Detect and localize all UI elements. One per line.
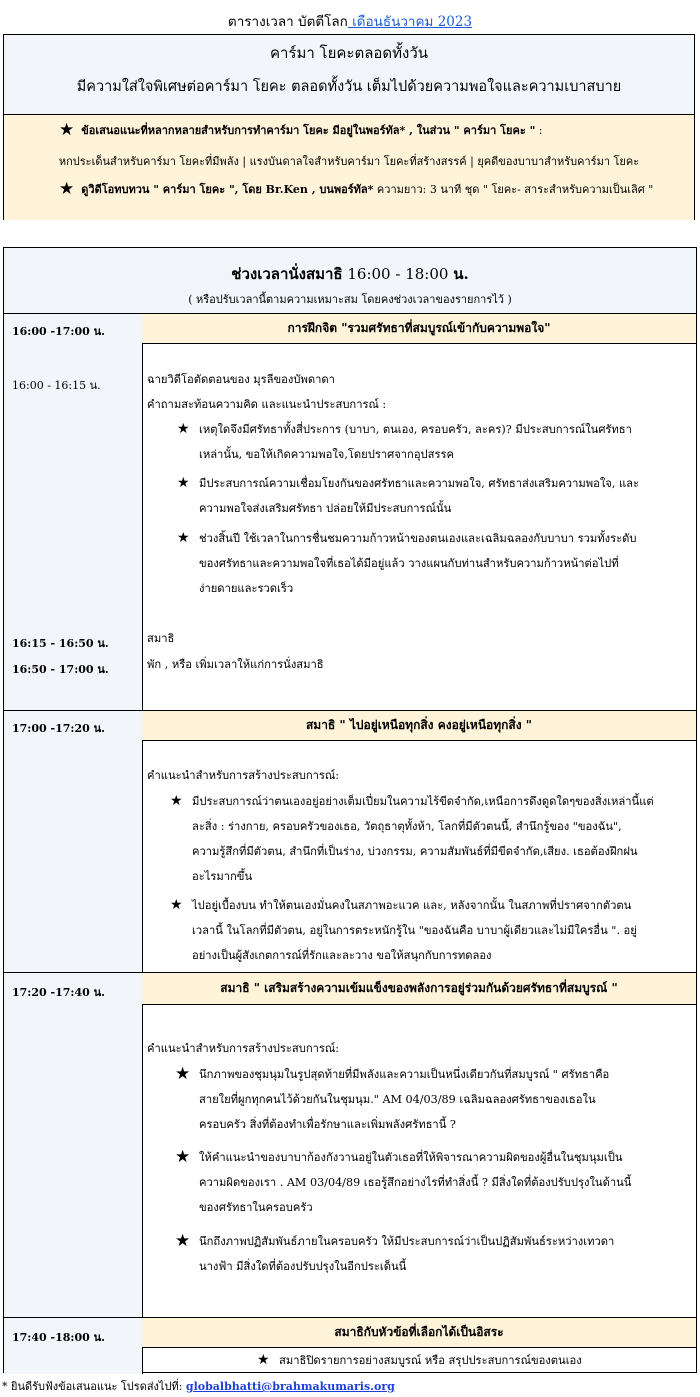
- intro-suggestions: [4, 115, 694, 220]
- block-2-time-column: [4, 711, 143, 973]
- block-4-time: 17:40 -18:00 น.: [12, 1331, 105, 1344]
- bullet-line: สายใยที่ผูกทุกคนไว้ด้วยกันในชุมนุม." AM 04/03/89 เฉลิมฉลองศรัทธาของเธอใน: [199, 1093, 596, 1106]
- suggestion-line-1-tail: :: [535, 124, 543, 137]
- block-1-line-2: คำถามสะท้อนความคิด และแนะนำประสบการณ์ :: [147, 398, 387, 411]
- intro-box: [3, 34, 695, 220]
- star-icon: ★: [177, 421, 190, 437]
- block-4-bullet: [257, 1348, 582, 1373]
- suggestion-line-3-tail: ความยาว: 3 นาที ชุด " โยคะ- สาระสำหรับความเป็นเลิศ ": [373, 183, 654, 196]
- bullet-line: ช่วงสิ้นปี ใช้เวลาในการชื่นชมความก้าวหน้าของตนเองและเฉลิมฉลองกับบาบา รวมทั้งระดับ: [199, 532, 637, 545]
- suggestion-line-3-bold: ดูวิดีโอทบทวน " คาร์มา โยคะ ", โดย Br.Ken , บนพอร์ทัล*: [81, 183, 374, 196]
- block-1-time: 16:00 -17:00 น.: [12, 325, 105, 338]
- bullet-line: ละสิ่ง : ร่างกาย, ครอบครัวของเธอ, วัตถุธาตุทั้งห้า, โลกที่มีตัวตนนี้, สำนึกรู้ของ "ของฉัน",: [192, 820, 622, 833]
- intro-title: คาร์มา โยคะตลอดทั้งวัน: [269, 44, 429, 62]
- star-icon: ★: [175, 1231, 191, 1251]
- suggestion-line-3: [59, 178, 653, 198]
- suggestion-line-1-bold: ข้อเสนอแนะที่หลากหลายสำหรับการทำคาร์มา โยคะ มีอยู่ในพอร์ทัล* , ในส่วน " คาร์มา โยคะ ": [81, 124, 536, 137]
- session-header: [4, 248, 696, 313]
- star-icon: ★: [177, 475, 190, 491]
- block-3-bullet-3: [175, 1229, 615, 1279]
- star-icon: ★: [59, 120, 75, 140]
- block-4-time-column: [4, 1318, 143, 1374]
- block-2: [4, 710, 696, 973]
- session-note: ( หรือปรับเวลานี้ตามความเหมาะสม โดยคงช่วงเวลาของรายการไว้ ): [188, 293, 512, 306]
- block-1-rest: พัก , หรือ เพิ่มเวลาให้แก่การนั่งสมาธิ: [147, 658, 324, 671]
- star-icon: ★: [170, 793, 183, 809]
- bullet-line: นางฟ้า มีสิ่งใดที่ต้องปรับปรุงในอีกประเด็นนี้: [199, 1260, 407, 1273]
- block-1: [4, 313, 696, 711]
- block-2-intro: คำแนะนำสำหรับการสร้างประสบการณ์:: [147, 769, 340, 782]
- block-2-bullet-1: [170, 789, 654, 889]
- bullet-line: ความผิดของเรา . AM 03/04/89 เธอรู้สึกอย่างไรที่ทำสิ่งนี้ ? มีสิ่งใดที่ต้องปรับปรุงในด้านนี้: [199, 1176, 632, 1189]
- bullet-line: ของศรัทธาในครอบครัว: [199, 1201, 313, 1214]
- session-title-time: 16:00 - 18:00: [342, 265, 454, 283]
- session-title: [4, 262, 696, 286]
- block-1-line-1: ฉายวิดีโอตัดตอนของ มุรลีของบัพดาดา: [147, 373, 335, 386]
- footer: [2, 1377, 395, 1395]
- footer-text: * ยินดีรับฟังข้อเสนอแนะ โปรดส่งไปที่:: [2, 1380, 186, 1393]
- bullet-line: อะไรมากขึ้น: [192, 870, 253, 883]
- star-icon: ★: [175, 1147, 191, 1167]
- block-2-time: 17:00 -17:20 น.: [12, 722, 105, 735]
- page-title: [0, 10, 700, 32]
- block-1-meditation: สมาธิ: [147, 632, 175, 645]
- bullet-line: มีประสบการณ์ความเชื่อมโยงกันของศรัทธาและความพอใจ, ศรัทธาส่งเสริมความพอใจ, และ: [199, 477, 640, 490]
- block-3-intro: คำแนะนำสำหรับการสร้างประสบการณ์:: [147, 1042, 340, 1055]
- block-3-time-column: [4, 973, 143, 1318]
- title-prefix: ตารางเวลา บัตตีโลก: [227, 14, 348, 30]
- block-1-subtime-2: 16:15 - 16:50 น.: [12, 637, 109, 650]
- intro-subtitle: มีความใส่ใจพิเศษต่อคาร์มา โยคะ ตลอดทั้งวัน เต็มไปด้วยความพอใจและความเบาสบาย: [76, 79, 622, 95]
- bullet-line: ความรู้สึกที่มีตัวตน, สำนึกที่เป็นร่าง, บ่วงกรรม, ความสัมพันธ์ที่มีขีดจำกัด,เสียง. เธอต้องฝึกฝน: [192, 845, 638, 858]
- block-2-bullet-2: [170, 893, 637, 968]
- block-3-title: สมาธิ " เสริมสร้างความเข้มแข็งของพลังการอยู่ร่วมกันด้วยศรัทธาที่สมบูรณ์ ": [142, 973, 696, 1005]
- bullet-line: ง่ายดายและรวดเร็ว: [199, 582, 294, 595]
- block-1-subtime-1: 16:00 - 16:15 น.: [12, 379, 101, 392]
- block-2-title: สมาธิ " ไปอยู่เหนือทุกสิ่ง คงอยู่เหนือทุกสิ่ง ": [142, 711, 696, 741]
- session-title-bold: ช่วงเวลานั่งสมาธิ: [231, 265, 343, 283]
- star-icon: ★: [257, 1352, 270, 1368]
- bullet-line: เวลานี้ ในโลกที่มีตัวตน, อยู่ในการตระหนักรู้ใน "ของฉันคือ บาบาผู้เดียวและไม่มีใครอื่น ". อยู่: [192, 924, 637, 937]
- bullet-line: ไปอยู่เบื้องบน ทำให้ตนเองมั่นคงในสภาพอะแวค และ, หลังจากนั้น ในสภาพที่ปราศจากตัวตน: [192, 899, 632, 912]
- block-3-bullet-2: [175, 1145, 632, 1220]
- block-4-title: สมาธิกับหัวข้อที่เลือกได้เป็นอิสระ: [142, 1318, 696, 1348]
- star-icon: ★: [175, 1064, 191, 1084]
- block-3: [4, 972, 696, 1318]
- bullet-line: นึกภาพของชุมนุมในรูปสุดท้ายที่มีพลังและความเป็นหนึ่งเดียวกันที่สมบูรณ์ " ศรัทธาคือ: [199, 1068, 610, 1081]
- session-title-unit: น.: [453, 265, 469, 283]
- block-1-bullet-1: [177, 417, 632, 467]
- suggestion-line-2: หกประเด็นสำหรับคาร์มา โยคะที่มีพลัง | แรงบันดาลใจสำหรับคาร์มา โยคะที่สร้างสรรค์ | ยุคดีของบาบาสำหรับคาร์มา โยคะ: [58, 155, 640, 168]
- block-1-title: การฝึกจิต "รวมศรัทธาที่สมบูรณ์เข้ากับความพอใจ": [142, 314, 696, 344]
- bullet-line: มีประสบการณ์ว่าตนเองอยู่อย่างเต็มเปี่ยมในความไร้ขีดจำกัด,เหนือการดึงดูดใดๆของสิ่งเหล่านี้แต่: [192, 795, 654, 808]
- block-3-time: 17:20 -17:40 น.: [12, 986, 105, 999]
- bullet-line: เหตุใดจึงมีศรัทธาทั้งสี่ประการ (บาบา, ตนเอง, ครอบครัว, ละคร)? มีประสบการณ์ในศรัทธา: [199, 423, 632, 436]
- bullet-line: นึกถึงภาพปฏิสัมพันธ์ภายในครอบครัว ให้มีประสบการณ์ว่าเป็นปฏิสัมพันธ์ระหว่างเทวดา: [199, 1235, 615, 1248]
- bullet-line: ของศรัทธาและความพอใจที่เธอได้มีอยู่แล้ว วางแผนกับท่านสำหรับความก้าวหน้าต่อไปที่: [199, 557, 619, 570]
- bullet-line: สมาธิปิดรายการอย่างสมบูรณ์ หรือ สรุปประสบการณ์ของตนเอง: [279, 1354, 582, 1367]
- star-icon: ★: [177, 530, 190, 546]
- block-3-bullet-1: [175, 1062, 610, 1137]
- block-1-subtime-3: 16:50 - 17:00 น.: [12, 663, 109, 676]
- footer-email-link[interactable]: globalbhatti@brahmakumaris.org: [185, 1380, 395, 1393]
- bullet-line: ครอบครัว สิ่งที่ต้องทำเพื่อรักษาและเพิ่มพลังศรัทธานี้ ?: [199, 1118, 456, 1131]
- block-1-bullet-2: [177, 471, 640, 521]
- block-1-bullet-3: [177, 526, 637, 601]
- star-icon: ★: [59, 179, 75, 199]
- star-icon: ★: [170, 897, 183, 913]
- bullet-line: อย่างเป็นผู้สังเกตการณ์ที่รักและละวาง ขอให้สนุกกับการทดลอง: [192, 949, 492, 962]
- bullet-line: ให้คำแนะนำของบาบาก้องกังวานอยู่ในตัวเธอที่ให้พิจารณาความผิดของผู้อื่นในชุมนุมเป็น: [199, 1151, 623, 1164]
- suggestion-line-1: [59, 119, 543, 139]
- intro-header: [4, 35, 694, 115]
- bullet-line: ความพอใจส่งเสริมศรัทธา ปล่อยให้มีประสบการณ์นั้น: [199, 502, 452, 515]
- session-box: [3, 247, 697, 1373]
- title-month: เดือนธันวาคม 2023: [347, 14, 473, 30]
- bullet-line: เหล่านั้น, ขอให้เกิดความพอใจ,โดยปราศจากอุปสรรค: [199, 448, 454, 461]
- block-4: [4, 1317, 696, 1374]
